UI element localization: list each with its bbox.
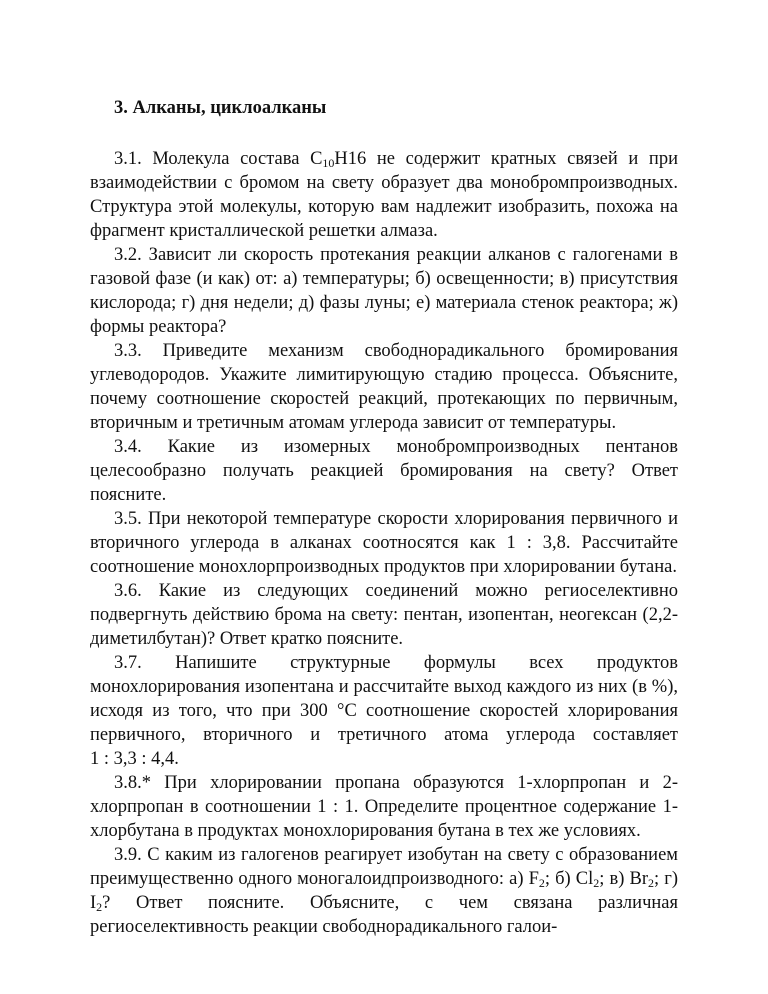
problem-number: 3.5.	[114, 509, 142, 529]
problem-number: 3.1.	[114, 149, 142, 169]
problem-3-6	[90, 579, 678, 651]
problem-number: 3.3.	[114, 341, 142, 361]
problem-number: 3.2.	[114, 245, 142, 265]
problem-text: С каким из галогенов реагирует изобутан на свету с образованием преимущественно одного моногалоидпроизводного: а) $F_2$; б) $Cl_2$; в) $Br_2$; г) $I_2$? Ответ поясните. Объясните, с чем связана различная региоселективность реакции свободнорадикального галои-	[90, 845, 678, 937]
problem-text: Напишите структурные формулы всех продуктов монохлорирования изопентана и рассчитайте выход каждого из них (в %), исходя из того, что при 300 °C соотношение скоростей хлорирования первичного, вторичного и третичного атома углерода составляет 1 : 3,3 : 4,4.	[90, 653, 678, 769]
problem-text: Зависит ли скорость протекания реакции алканов с галогенами в газовой фазе (и как) от: а) температуры; б) освещенности; в) присутствия кислорода; г) дня недели; д) фазы луны; е) материала стенок реактора; ж) формы реактора?	[90, 245, 678, 337]
problem-number: 3.8.*	[114, 773, 151, 793]
problem-3-8	[90, 771, 678, 843]
problem-number: 3.4.	[114, 437, 142, 457]
section-heading: 3. Алканы, циклоалканы	[114, 98, 327, 118]
problem-number: 3.7.	[114, 653, 142, 673]
problem-number: 3.9.	[114, 845, 142, 865]
problem-text: Молекула состава $C_{10}H16$ не содержит кратных связей и при взаимодействии с бромом на свету образует два монобромпроизводных. Структура этой молекулы, которую вам надлежит изобразить, похожа на фрагмент кристаллической решетки алмаза.	[90, 149, 678, 241]
problem-text: При хлорировании пропана образуются 1-хлорпропан и 2-хлорпропан в соотношении 1 : 1. Определите процентное содержание 1-хлорбутана в продуктах монохлорирования бутана в тех же условиях.	[90, 773, 679, 841]
page	[90, 96, 678, 939]
problem-text: При некоторой температуре скорости хлорирования первичного и вторичного углерода в алканах соотносятся как 1 : 3,8. Рассчитайте соотношение монохлорпроизводных продуктов при хлорировании бутана.	[90, 509, 678, 577]
problem-3-2	[90, 243, 678, 339]
problem-3-3	[90, 339, 678, 435]
problem-number: 3.6.	[114, 581, 142, 601]
problem-text: Какие из следующих соединений можно региоселективно подвергнуть действию брома на свету: пентан, изопентан, неогексан (2,2-диметилбутан)? Ответ кратко поясните.	[90, 581, 679, 649]
problem-3-7	[90, 651, 678, 771]
problem-3-1	[90, 147, 678, 243]
problem-3-9	[90, 843, 678, 939]
problem-3-5	[90, 507, 678, 579]
problem-text: Приведите механизм свободнорадикального бромирования углеводородов. Укажите лимитирующую стадию процесса. Объясните, почему соотношение скоростей реакций, протекающих по первичным, вторичным и третичным атомам углерода зависит от температуры.	[90, 341, 679, 433]
problem-3-4	[90, 435, 678, 507]
problem-text: Какие из изомерных монобромпроизводных пентанов целесообразно получать реакцией бромирования на свету? Ответ поясните.	[90, 437, 679, 505]
